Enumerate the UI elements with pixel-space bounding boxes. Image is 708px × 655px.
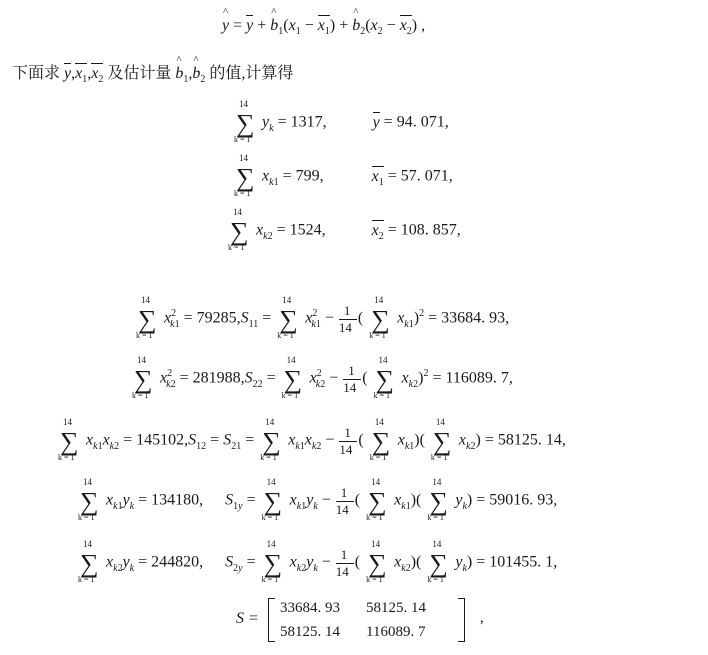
sigma-icon: 14 ∑ k = 1 <box>369 295 390 340</box>
left-bracket-icon <box>268 598 275 642</box>
sum-x1-value: = 799, <box>282 167 324 185</box>
fraction: $\frac{1}{14}$ <box>343 364 361 394</box>
sum-y-value: = 1317, <box>277 113 327 131</box>
fraction: $\frac{1}{14}$ <box>339 304 357 334</box>
sigma-icon: 14 ∑ k = 1 <box>430 417 452 462</box>
sigma-icon: 14 ∑ k = 1 <box>281 355 303 400</box>
matrix-cell-12: 58125. 14 <box>366 600 426 616</box>
intro-label-2: 及估计量 <box>107 65 172 82</box>
s1y-line: 14 ∑ k = 1 $x_{k1}y_k = 134180$, $S_{1y}$ = 14 ∑ k = 1 $x_{k1}y_k$ − $\frac{1}{14}$ ( 14 ∑ k = 1 $x_{k1}$)( 14 ∑ k = 1 $y_k) = 59016$. 93, <box>78 477 558 522</box>
s11-line: 14 ∑ k = 1 $x^2_{k1} = 79285,S_{11}$ = 14 ∑ k = 1 $x^2_{k1}$ − $\frac{1}{14}$ ( 14 ∑ k = 1 $x_{k1})^2 = 33684$. 93, <box>136 295 510 340</box>
sigma-icon: 14 ∑ k = 1 <box>427 477 448 522</box>
sigma-icon: 14 ∑ k = 1 <box>261 539 283 584</box>
s2y-line: 14 ∑ k = 1 $x_{k2}y_k = 244820$, $S_{2y}$ = 14 ∑ k = 1 $x_{k2}y_k$ − $\frac{1}{14}$ ( 14 ∑ k = 1 $x_{k2}$)( 14 ∑ k = 1 $y_k) = 101455$. 1, <box>78 539 558 584</box>
s2y-sumprod: = 244820, <box>138 553 204 571</box>
s1y-value: = 59016. 93, <box>476 491 558 509</box>
sigma-icon: 14 ∑ k = 1 <box>261 477 283 522</box>
sigma-icon: 14 ∑ k = 1 <box>228 207 249 252</box>
sigma-icon: 14 ∑ k = 1 <box>427 539 448 584</box>
fraction: $\frac{1}{14}$ <box>336 486 354 516</box>
s22-value: = 116089. 7, <box>432 369 513 387</box>
s22-sumsq: = 281988, <box>179 369 245 387</box>
sum-y-line: 14 ∑ k = 1 $y_k = 1317$, y = 94. 071, <box>234 99 449 144</box>
s1y-sumprod: = 134180, <box>138 491 204 509</box>
sigma-icon: 14 ∑ k = 1 <box>369 417 391 462</box>
regression-equation: ^ y = y + ^ $b_1(x_1 - x_1)$ + ^ $b_2(x_2 - x_2)$ , <box>222 18 425 34</box>
right-bracket-icon <box>458 598 465 642</box>
s22-line: 14 ∑ k = 1 $x^2_{k2} = 281988,S_{22}$ = 14 ∑ k = 1 $x^2_{k2}$ − $\frac{1}{14}$ ( 14 ∑ k = 1 $x_{k2})^2 = 116089$. 7, <box>132 355 513 400</box>
mean-y-value: = 94. 071, <box>383 113 449 131</box>
sigma-icon: 14 ∑ k = 1 <box>136 295 157 340</box>
mean-x2-value: = 108. 857, <box>387 221 461 239</box>
sigma-icon: 14 ∑ k = 1 <box>58 417 79 462</box>
matrix-cell-22: 116089. 7 <box>366 624 426 640</box>
s12-line: 14 ∑ k = 1 $x_{k1}x_{k2} = 145102,S_{12} = S_{21}$ = 14 ∑ k = 1 $x_{k1}x_{k2}$ − $\frac{1}{14}$ ( 14 ∑ k = 1 $x_{k1}$)( 14 ∑ k = 1 $x_{k2}) = 58125$. 14, <box>58 417 566 462</box>
sigma-icon: 14 ∑ k = 1 <box>366 539 387 584</box>
sigma-icon: 14 ∑ k = 1 <box>132 355 153 400</box>
intro-label-3: 的值,计算得 <box>209 65 294 82</box>
sigma-icon: 14 ∑ k = 1 <box>277 295 298 340</box>
sigma-icon: 14 ∑ k = 1 <box>234 99 255 144</box>
fraction: $\frac{1}{14}$ <box>339 426 357 456</box>
s2y-value: = 101455. 1, <box>476 553 558 571</box>
sigma-icon: 14 ∑ k = 1 <box>260 417 281 462</box>
intro-text: 下面求 $y,x_1,x_2$ 及估计量 ^ $b_1,\^{}$ $b_2$ 的值,计算得 <box>12 66 293 82</box>
intro-label: 下面求 <box>12 65 61 82</box>
sigma-icon: 14 ∑ k = 1 <box>78 477 99 522</box>
s11-value: = 33684. 93, <box>428 309 510 327</box>
matrix-end: , <box>480 610 484 626</box>
sigma-icon: 14 ∑ k = 1 <box>78 539 99 584</box>
s11-sumsq: = 79285, <box>183 309 241 327</box>
sigma-icon: 14 ∑ k = 1 <box>234 153 255 198</box>
sum-x1-line: 14 ∑ k = 1 $x_{k1} = 799$, $x_1 = 57$. 071, <box>234 153 453 198</box>
matrix-label: S = <box>236 610 259 627</box>
sum-x2-line: 14 ∑ k = 1 $x_{k2} = 1524$, $x_2 = 108$. 857, <box>228 207 461 252</box>
s12-value: = 58125. 14, <box>484 431 566 449</box>
fraction: $\frac{1}{14}$ <box>336 548 354 578</box>
sigma-icon: 14 ∑ k = 1 <box>373 355 395 400</box>
mean-x1-value: = 57. 071, <box>387 167 453 185</box>
s12-sumprod: = 145102, <box>123 431 189 449</box>
covariance-matrix <box>236 598 496 644</box>
sum-x2-value: = 1524, <box>276 221 326 239</box>
sigma-icon: 14 ∑ k = 1 <box>366 477 387 522</box>
matrix-cell-21: 58125. 14 <box>280 624 340 640</box>
matrix-cell-11: 33684. 93 <box>280 600 340 616</box>
